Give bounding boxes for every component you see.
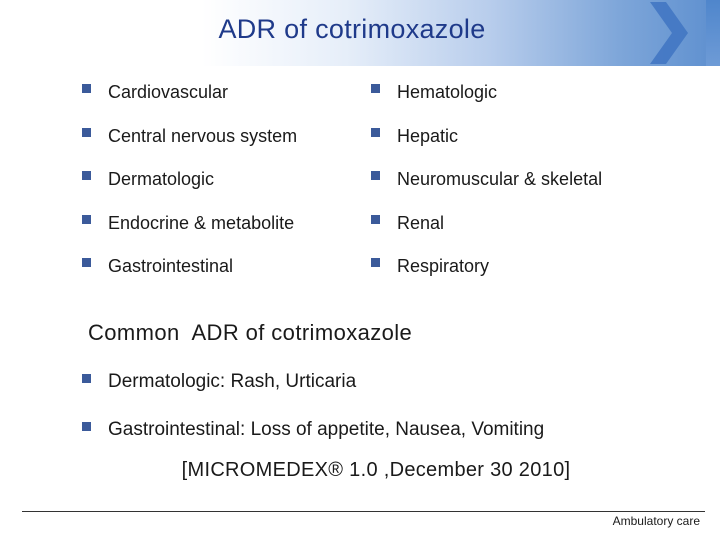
adr-category-list-right (371, 71, 701, 289)
adr-category-list-left (82, 71, 342, 289)
list-item (371, 115, 701, 159)
list-item (371, 158, 701, 202)
common-adr-list (82, 360, 682, 456)
square-bullet-icon (82, 84, 91, 93)
list-item-text: Dermatologic (108, 169, 215, 189)
list-item-text: Central nervous system (108, 125, 298, 146)
square-bullet-icon (82, 258, 91, 267)
footer-label: Ambulatory care (612, 514, 700, 528)
list-item (82, 360, 682, 408)
square-bullet-icon (371, 258, 380, 267)
list-item (82, 158, 342, 202)
square-bullet-icon (371, 128, 380, 137)
footer-divider (22, 511, 705, 512)
list-item (371, 245, 701, 289)
square-bullet-icon (371, 171, 380, 180)
square-bullet-icon (82, 128, 91, 137)
list-item-text: Endocrine & metabolite (108, 212, 295, 233)
list-item-text: Cardiovascular (108, 82, 229, 102)
list-item (82, 71, 342, 115)
square-bullet-icon (82, 374, 91, 383)
square-bullet-icon (82, 171, 91, 180)
slide-title: ADR of cotrimoxazole (218, 14, 486, 44)
list-item-text: Respiratory (397, 256, 490, 276)
header-right-bar (706, 0, 720, 66)
list-item-text: Dermatologic: Rash, Urticaria (108, 371, 357, 392)
list-item-text: Gastrointestinal (108, 256, 234, 276)
list-item (371, 71, 701, 115)
list-item-text: Neuromuscular & skeletal (397, 169, 603, 189)
square-bullet-icon (371, 84, 380, 93)
list-item-text: Hepatic (397, 125, 459, 146)
list-item (82, 408, 682, 456)
reference-citation: [MICROMEDEX® 1.0 ,December 30 2010] (181, 459, 571, 481)
list-item (82, 245, 342, 289)
list-item (82, 202, 342, 246)
square-bullet-icon (82, 215, 91, 224)
common-adr-heading: Common ADR of cotrimoxazole (88, 320, 413, 345)
list-item-text: Hematologic (397, 82, 498, 102)
list-item-text: Gastrointestinal: Loss of appetite, Nausea, Vomiting (108, 419, 545, 440)
list-item (371, 202, 701, 246)
square-bullet-icon (371, 215, 380, 224)
square-bullet-icon (82, 422, 91, 431)
list-item (82, 115, 342, 159)
list-item-text: Renal (397, 212, 445, 233)
